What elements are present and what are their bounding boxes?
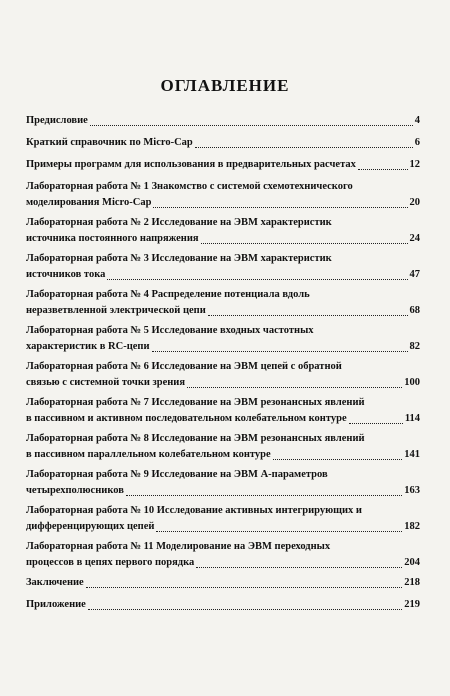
toc-page-number: 6	[414, 137, 420, 148]
toc-entry-heading: Лабораторная работа № 6 Исследование на ЭВМ цепей с обратной	[26, 361, 342, 372]
toc-entry-lab-3[interactable]	[26, 251, 420, 283]
leader-dots	[201, 243, 408, 244]
toc-entry-preface[interactable]	[26, 113, 420, 129]
toc-entry-title: Предисловие	[26, 115, 88, 126]
toc-page-number: 82	[409, 341, 420, 352]
toc-page-number: 219	[404, 599, 420, 610]
toc-page-number: 4	[414, 115, 420, 126]
toc-entry-heading: Лабораторная работа № 7 Исследование на ЭВМ резонансных явлений	[26, 397, 365, 408]
toc-page-number: 218	[404, 577, 420, 588]
toc-entry-title: Примеры программ для использования в предварительных расчетах	[26, 159, 356, 170]
toc-page-number: 20	[409, 197, 420, 208]
toc-entry-title: источников тока	[26, 269, 106, 280]
toc-entry-title: источника постоянного напряжения	[26, 233, 199, 244]
toc-page-number: 163	[404, 485, 420, 496]
toc-entry-heading: Лабораторная работа № 3 Исследование на ЭВМ характеристик	[26, 253, 332, 264]
leader-dots	[187, 387, 402, 388]
toc-entry-microcap-guide[interactable]	[26, 135, 420, 151]
leader-dots	[126, 495, 402, 496]
toc-entry-lab-6[interactable]	[26, 359, 420, 391]
toc-entry-lab-11[interactable]	[26, 539, 420, 571]
toc-entry-heading: Лабораторная работа № 2 Исследование на ЭВМ характеристик	[26, 217, 332, 228]
toc-entry-title: в пассивном параллельном колебательном контуре	[26, 449, 271, 460]
toc-entry-title: дифференцирующих цепей	[26, 521, 155, 532]
toc-entry-lab-9[interactable]	[26, 467, 420, 499]
leader-dots	[273, 459, 403, 460]
toc-entry-title: Приложение	[26, 599, 86, 610]
toc-page-number: 47	[409, 269, 420, 280]
toc-entry-heading: Лабораторная работа № 5 Исследование входных частотных	[26, 325, 314, 336]
toc-entry-heading: Лабораторная работа № 8 Исследование на ЭВМ резонансных явлений	[26, 433, 365, 444]
toc-entry-title: неразветвленной электрической цепи	[26, 305, 206, 316]
toc-entry-heading: Лабораторная работа № 4 Распределение потенциала вдоль	[26, 289, 310, 300]
toc-entry-heading: Лабораторная работа № 1 Знакомство с системой схемотехнического	[26, 181, 353, 192]
leader-dots	[88, 609, 402, 610]
leader-dots	[152, 351, 408, 352]
leader-dots	[86, 587, 403, 588]
toc-page-number: 68	[409, 305, 420, 316]
toc-entry-title: четырехполюсников	[26, 485, 124, 496]
leader-dots	[358, 169, 408, 170]
toc-entry-title: в пассивном и активном последовательном колебательном контуре	[26, 413, 347, 424]
toc-entry-heading: Лабораторная работа № 9 Исследование на ЭВМ А-параметров	[26, 469, 328, 480]
toc-entry-title: процессов в цепях первого порядка	[26, 557, 195, 568]
page-title: ОГЛАВЛЕНИЕ	[160, 76, 290, 95]
toc-entry-lab-4[interactable]	[26, 287, 420, 319]
toc-page-number: 114	[404, 413, 420, 424]
toc-entry-heading: Лабораторная работа № 10 Исследование активных интегрирующих и	[26, 505, 362, 516]
toc-page-number: 182	[404, 521, 420, 532]
toc-entry-heading: Лабораторная работа № 11 Моделирование на ЭВМ переходных	[26, 541, 331, 552]
toc-entry-title: характеристик в RC-цепи	[26, 341, 150, 352]
toc-entry-examples[interactable]	[26, 157, 420, 173]
toc-entry-lab-10[interactable]	[26, 503, 420, 535]
toc-page-number: 12	[409, 159, 420, 170]
toc-entry-conclusion[interactable]	[26, 575, 420, 591]
leader-dots	[107, 279, 407, 280]
leader-dots	[349, 423, 403, 424]
toc-page-number: 100	[404, 377, 420, 388]
toc-entry-lab-7[interactable]	[26, 395, 420, 427]
toc-entry-title: связью с системной точки зрения	[26, 377, 186, 388]
leader-dots	[90, 125, 413, 126]
toc-entry-lab-1[interactable]	[26, 179, 420, 211]
toc-entry-lab-5[interactable]	[26, 323, 420, 355]
table-of-contents	[26, 113, 420, 619]
leader-dots	[195, 147, 413, 148]
toc-entry-title: моделирования Micro-Cap	[26, 197, 152, 208]
leader-dots	[153, 207, 407, 208]
toc-entry-lab-8[interactable]	[26, 431, 420, 463]
toc-page-number: 141	[404, 449, 420, 460]
toc-entry-lab-2[interactable]	[26, 215, 420, 247]
toc-entry-title: Заключение	[26, 577, 84, 588]
toc-page-number: 204	[404, 557, 420, 568]
toc-entry-title: Краткий справочник по Micro-Cap	[26, 137, 193, 148]
leader-dots	[208, 315, 408, 316]
leader-dots	[196, 567, 402, 568]
toc-page-number: 24	[409, 233, 420, 244]
leader-dots	[156, 531, 402, 532]
toc-entry-appendix[interactable]	[26, 597, 420, 613]
